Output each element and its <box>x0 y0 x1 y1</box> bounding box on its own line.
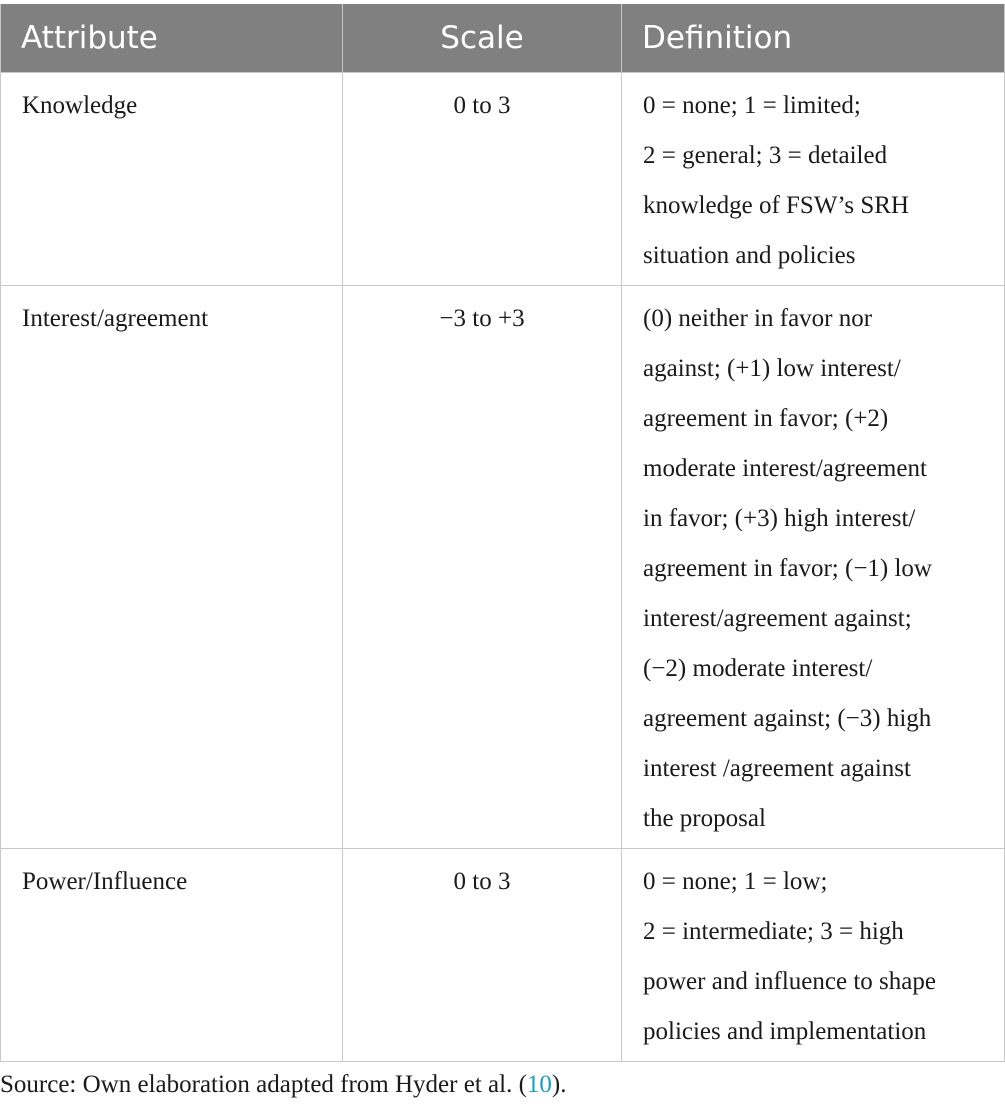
definition-line: power and influence to shape <box>643 968 936 995</box>
definition-line: (−2) moderate interest/ <box>643 655 873 682</box>
cell-scale: 0 to 3 <box>343 849 622 1062</box>
table-row <box>1 849 1005 1062</box>
source-note <box>0 1060 566 1110</box>
attributes-table <box>0 4 1005 1062</box>
definition-line: against; (+1) low interest/ <box>643 355 901 382</box>
cell-attribute: Power/Influence <box>1 849 343 1062</box>
cell-definition <box>622 849 1005 1062</box>
definition-line: agreement in favor; (+2) <box>643 405 889 432</box>
definition-line: agreement in favor; (−1) low <box>643 555 932 582</box>
definition-line: policies and implementation <box>643 1018 927 1045</box>
source-text: Source: Own elaboration adapted from Hyder et al. ( <box>0 1071 527 1098</box>
definition-line: 2 = intermediate; 3 = high <box>643 918 904 945</box>
cell-scale: 0 to 3 <box>343 73 622 286</box>
definition-line: knowledge of FSW’s SRH <box>643 192 909 219</box>
definition-line: the proposal <box>643 805 766 832</box>
definition-line: interest/agreement against; <box>643 605 912 632</box>
table-row <box>1 73 1005 286</box>
definition-line: 0 = none; 1 = limited; <box>643 92 861 119</box>
definition-line: 0 = none; 1 = low; <box>643 868 828 895</box>
reference-link[interactable]: 10 <box>526 1071 552 1098</box>
definition-line: (0) neither in favor nor <box>643 305 873 332</box>
cell-attribute: Knowledge <box>1 73 343 286</box>
header-scale: Scale <box>343 4 622 73</box>
definition-line: moderate interest/agreement <box>643 455 927 482</box>
definition-line: 2 = general; 3 = detailed <box>643 142 888 169</box>
definition-line: agreement against; (−3) high <box>643 705 932 732</box>
definition-line: situation and policies <box>643 242 856 269</box>
cell-attribute: Interest/agreement <box>1 286 343 849</box>
header-definition: Definition <box>622 4 1005 73</box>
table-row <box>1 286 1005 849</box>
source-suffix: ). <box>551 1071 567 1098</box>
cell-scale: −3 to +3 <box>343 286 622 849</box>
header-row <box>1 4 1005 73</box>
definition-line: in favor; (+3) high interest/ <box>643 505 916 532</box>
header-attribute: Attribute <box>1 4 343 73</box>
definition-line: interest /agreement against <box>643 755 911 782</box>
cell-definition <box>622 286 1005 849</box>
cell-definition <box>622 73 1005 286</box>
